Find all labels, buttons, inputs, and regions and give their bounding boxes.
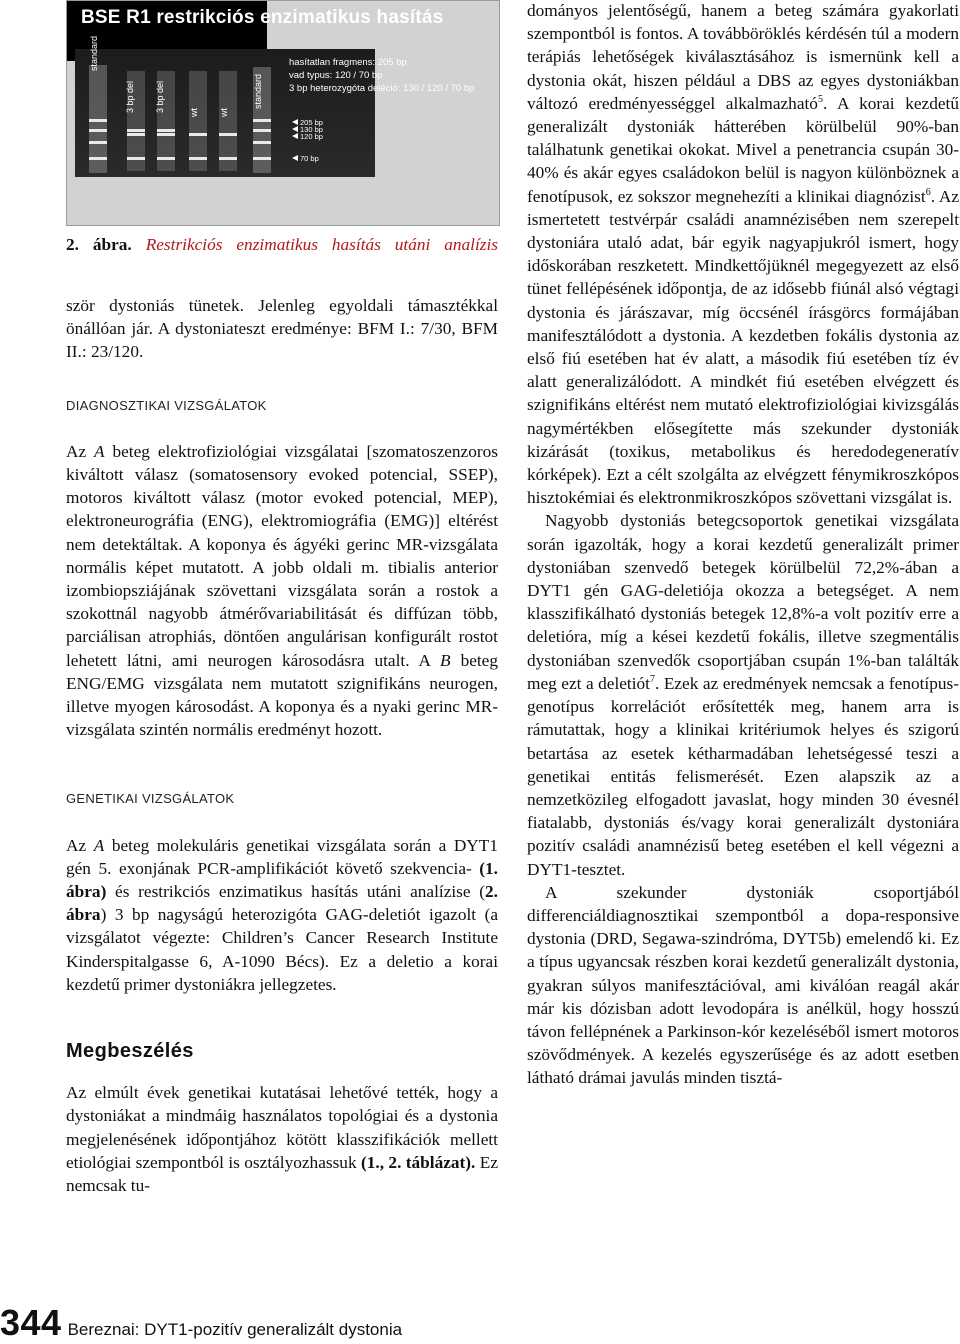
right-paragraph-2: Nagyobb dystoniás betegcsoportok genetikai vizsgálata során igazolták, hogy a korai kezdetű generalizált primer dystoniában szenvedő betegek körülbelül 72,2%-ában a DYT1 gén GAG-deletiója okozza a betegséget. A nem klasszifikálható dystoniás betegek 12,8%-a volt pozitív erre a deletióra, míg a kései kezdetű fokális, illetve szegmentális dystoniában szenvedők csoportjában csupán 1%-ban találták meg ezt a deletiót$^7$. Ezek az eredmények nemcsak a fenotípus-genotípus korrelációt erősítették meg, hanem arra is rámutattak, hogy a klinikai kritériumok helyes és szigorú betartása az esetek kétharmadában lehetségessé teszi a genetikai entitás felismerését. Ezen alapszik az a nemzetközileg elfogadott javaslat, hogy minden 30 évesnél fiatalabb, dystoniás és/vagy korai generalizált dystoniára pozitív családi anamnézisű beteg esetében el kell végezni a DYT1-tesztet. xyxy=(527,511,959,879)
left-column xyxy=(66,0,498,1197)
bp-marker-120: 120 bp xyxy=(300,132,323,141)
figure-caption-label: 2. ábra. xyxy=(66,235,132,254)
lane-label-standard-right: standard xyxy=(253,73,263,109)
page-number: 344 xyxy=(0,1302,62,1343)
diagnostic-paragraph: Az A beteg elektrofiziológiai vizsgálatai [szomatoszenzoros kiváltott válasz (somatosensory evoked potencial, SSEP), motoros kiváltott válasz (motor evoked potencial, MEP), elektroneurográfia (ENG), elektromiográfia (EMG)] eltérést nem detektáltak. A koponya és ágyéki gerinc MR-vizsgálata normális képet mutatott. A jobb oldali m. tibialis anterior izombiopsziájának szövettani vizsgálata során a rostok a szokottnál nagyobb átmérővariabilitását és diffúzan több, parciálisan atrophiás, döntően angulárisan konfigurált rostot lehetett látni, ami neurogen károsodásra utalt. A B beteg ENG/EMG vizsgálata nem mutatott szignifikáns neurogen, illetve myogen károsodást. A koponya és a nyaki gerinc MR-vizsgálata szintén normális eredményt hozott. xyxy=(66,441,498,740)
figure-info-3: 3 bp heterozygóta deléció: 130 / 120 / 70 bp xyxy=(289,83,475,94)
figure-info-2: vad typus: 120 / 70 bp xyxy=(289,70,383,81)
bp-marker-205: 205 bp xyxy=(300,118,323,127)
lane-label-wt-1: wt xyxy=(189,108,199,117)
figure-caption-text: Restrikciós enzimatikus hasítás utáni analízis xyxy=(145,235,498,254)
lane-label-del-1: 3 bp del xyxy=(125,80,135,113)
genetic-paragraph: Az A beteg molekuláris genetikai vizsgálata során a DYT1 gén 5. exonjának PCR-amplifikációt követő szekvencia- (1. ábra) és restrikciós enzimatikus hasítás utáni analízise (2. ábra) 3 bp nagyságú heterozigóta GAG-deletiót igazolt (a vizsgálatot végezte: Children’s Cancer Research Institute Kinderspitalgasse 6, A-1090 Bécs). Ez a deletio a korai kezdetű primer dystoniákra jellegzetes. xyxy=(66,835,498,994)
discussion-paragraph: Az elmúlt évek genetikai kutatásai lehetővé tették, hogy a dystoniákat a mindmáig használatos topológiai és a dystonia megjelenésének időpontjához kötött klasszifikációk mellett etiológiai szempontból is osztályozhassuk (1., 2. táblázat). Ez nemcsak tu- xyxy=(66,1083,498,1196)
lane-label-del-2: 3 bp del xyxy=(155,80,165,113)
diagnostic-heading: DIAGNOSZTIKAI VIZSGÁLATOK xyxy=(66,397,267,413)
discussion-title: Megbeszélés xyxy=(66,1040,194,1063)
bp-marker-130: 130 bp xyxy=(300,125,323,134)
genetic-heading: GENETIKAI VIZSGÁLATOK xyxy=(66,791,235,807)
page-footer xyxy=(0,1302,402,1344)
right-paragraph-3: A szekunder dystoniák csoportjából differenciáldiagnosztikai szempontból a dopa-responsive dystonia (DRD, Segawa-szindróma, DYT5b) emelendő ki. Ez a típus ugyancsak részben korai kezdetű generalizált dystonia, gyakran súlyos manifesztációval, ami kiválóan reagál akár már kis dózisban adott levodopára is anélkül, hogy hosszú távon fellépnének a Parkinson-kór kezeléséből ismert motoros szövődmények. A kezelés egyszerűsége és az adott esetben látható drámai javulás minden tisztá- xyxy=(527,882,959,1088)
figure-info-1: hasítatlan fragmens: 205 bp xyxy=(289,57,407,68)
right-column xyxy=(527,0,959,1090)
right-paragraph-1: dományos jelentőségű, hanem a beteg számára gyakorlati szempontból is fontos. A továbböröklés kérdésén túl a modern terápiás lehetőségek kiválasztásához is ismernünk kell a dystonia okát, hiszen például a DBS az egyes dystoniákban változó eredményességgel alkalmazható$^5$. A korai kezdetű generalizált dystoniák hátterében körülbelül 90%-ban találhatunk genetikai okokat. Mivel a penetrancia csupán 30-40% és akár egyes családokon belül is nagyon különböznek a fenotípusok, ez sokszor megnehezíti a klinikai diagnózist$^6$. Az ismertetett testvérpár családi anamnézisében nem szerepelt dystoniára utaló adat, bár egyik nagyapjukról ismert, hogy időskorában reszketett. Mindkettőjüknél megegyezett az első tünet fellépésének időpontja, de az idősebb fiúnál alsó végtagi dystonia és járászavar, míg öccsénél írásgörcs formájában manifesztálódott a dystonia. A kezdetben fokális dystonia az első fiú esetében hat év alatt, a második fiú esetében tíz év alatt generalizálódott. A mindkét fiú esetében elvégzett és szignifikáns eltérést nem mutató elektrofiziológiai kivizsgálás nagymértékben elősegítette más szekunder dystoniák kizárását (toxikus, metabolikus és heredodegeneratív kórképek). Ezt a célt szolgálta az elvégzett fénymikroszkópos hisztokémiai és elektronmikroszkópos szövettani vizsgálat is. xyxy=(527,1,959,508)
lane-label-standard-left: standard xyxy=(89,35,99,71)
lane-label-wt-2: wt xyxy=(219,108,229,117)
left-intro-paragraph: ször dystoniás tünetek. Jelenleg egyoldali támasztékkal önállóan jár. A dystoniateszt eredménye: BFM I.: 7/30, BFM II.: 23/120. xyxy=(66,296,498,362)
bp-marker-70: 70 bp xyxy=(300,154,319,163)
figure-title: BSE R1 restrikciós enzimatikus hasítás xyxy=(81,7,444,28)
running-head: Bereznai: DYT1-pozitív generalizált dystonia xyxy=(67,1320,403,1339)
